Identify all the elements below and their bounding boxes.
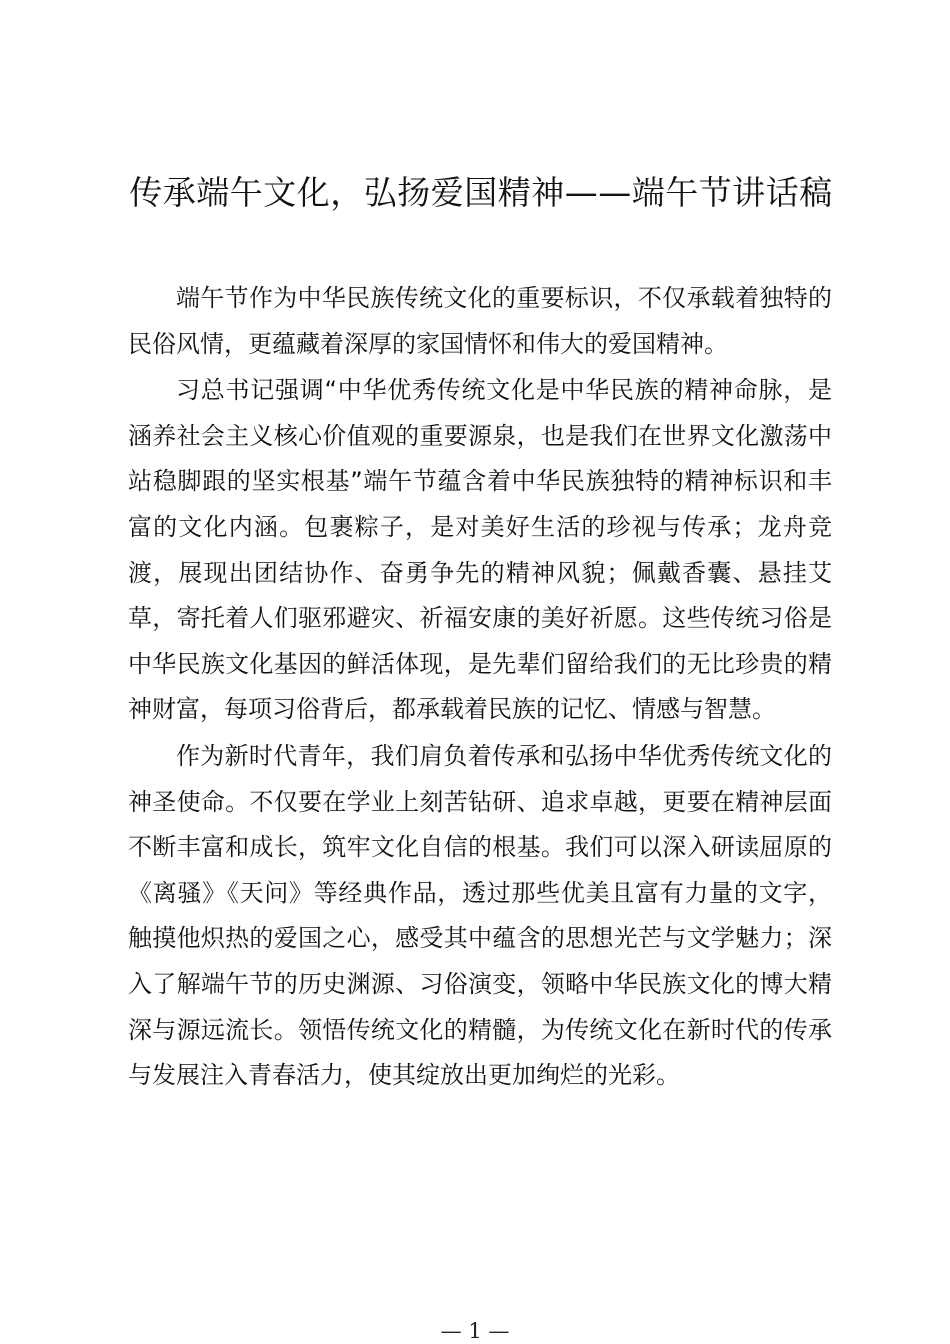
paragraph-intro: 端午节作为中华民族传统文化的重要标识，不仅承载着独特的民俗风情，更蕴藏着深厚的家国情怀和伟大的爱国精神。	[128, 284, 832, 358]
paragraph-quote: 习总书记强调“中华优秀传统文化是中华民族的精神命脉，是涵养社会主义核心价值观的重要源泉，也是我们在世界文化激荡中站稳脚跟的坚实根基”端午节蕴含着中华民族独特的精神标识和丰富的文化内涵。包裹粽子，是对美好生活的珍视与传承；龙舟竞渡，展现出团结协作、奋勇争先的精神风貌；佩戴香囊、悬挂艾草，寄托着人们驱邪避灾、祈福安康的美好祈愿。这些传统习俗是中华民族文化基因的鲜活体现，是先辈们留给我们的无比珍贵的精神财富，每项习俗背后，都承载着民族的记忆、情感与智慧。	[128, 376, 832, 724]
page-number: — 1 —	[440, 1319, 510, 1343]
document-body	[128, 276, 832, 1100]
document-title: 传承端午文化，弘扬爱国精神——端午节讲话稿	[129, 173, 833, 212]
paragraph-youth: 作为新时代青年，我们肩负着传承和弘扬中华优秀传统文化的神圣使命。不仅要在学业上刻苦钻研、追求卓越，更要在精神层面不断丰富和成长，筑牢文化自信的根基。我们可以深入研读屈原的《离骚》《天问》等经典作品，透过那些优美且富有力量的文字，触摸他炽热的爱国之心，感受其中蕴含的思想光芒与文学魅力；深入了解端午节的历史渊源、习俗演变，领略中华民族文化的博大精深与源远流长。领悟传统文化的精髓，为传统文化在新时代的传承与发展注入青春活力，使其绽放出更加绚烂的光彩。	[128, 741, 832, 1090]
